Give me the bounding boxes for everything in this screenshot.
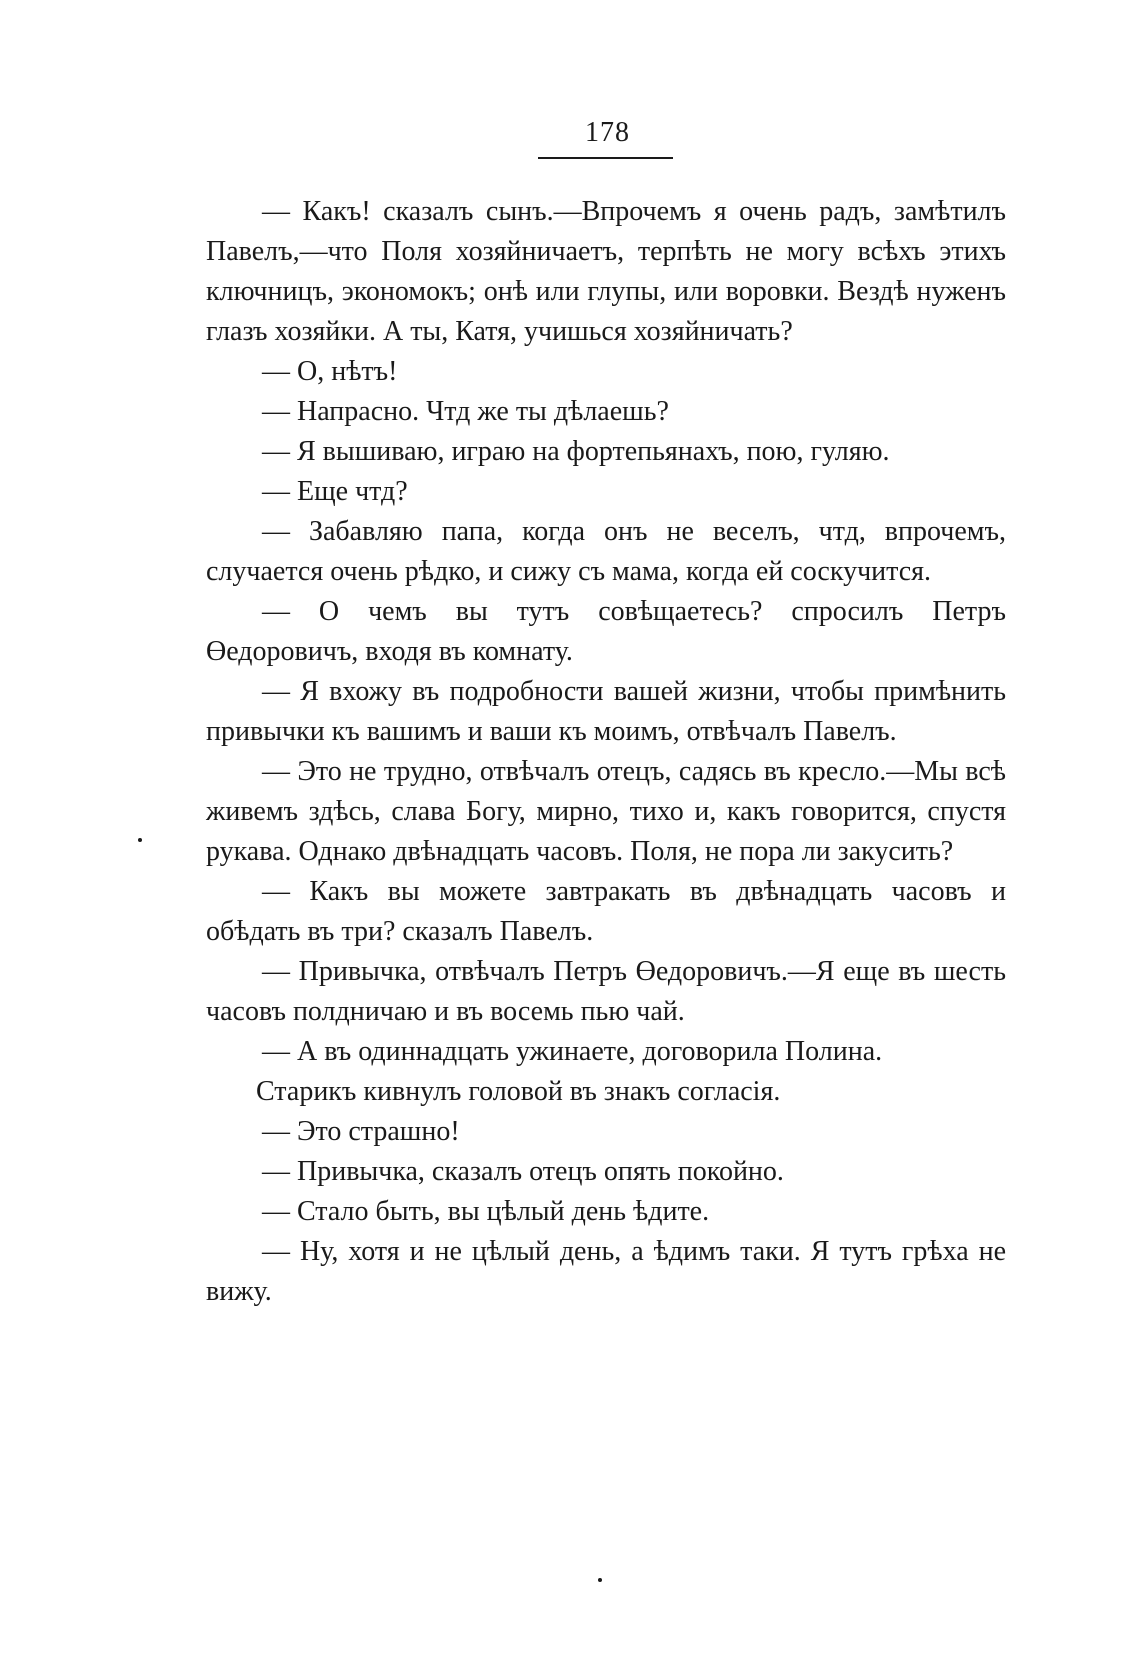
page-body: [206, 192, 1006, 1312]
bottom-speck: [598, 1578, 602, 1582]
paragraph-13: Старикъ кивнулъ головой въ знакъ согласія.: [256, 1076, 781, 1107]
paragraph-10: — Какъ вы можете завтракать въ двѣнадцать часовъ и обѣдать въ три? сказалъ Павелъ.: [206, 876, 1006, 947]
page-number: 178: [585, 117, 630, 148]
paragraph-9: — Это не трудно, отвѣчалъ отецъ, садясь въ кресло.—Мы всѣ живемъ здѣсь, слава Богу, мирно, тихо и, какъ говорится, спустя рукава. Однако двѣнадцать часовъ. Поля, не пора ли закусить?: [206, 756, 1006, 867]
paragraph-4: — Я вышиваю, играю на фортепьянахъ, пою, гуляю.: [262, 436, 890, 467]
paragraph-2: — О, нѣтъ!: [262, 356, 398, 387]
page-number-rule: [538, 157, 673, 159]
paragraph-16: — Стало быть, вы цѣлый день ѣдите.: [262, 1196, 710, 1227]
margin-speck: [138, 838, 142, 842]
paragraph-7: — О чемъ вы тутъ совѣщаетесь? спросилъ Петръ Өедоровичъ, входя въ комнату.: [206, 596, 1006, 667]
paragraph-5: — Еще чтд?: [262, 476, 408, 507]
paragraph-15: — Привычка, сказалъ отецъ опять покойно.: [262, 1156, 784, 1187]
paragraph-8: — Я вхожу въ подробности вашей жизни, чтобы примѣнить привычки къ вашимъ и ваши къ моимъ, отвѣчалъ Павелъ.: [206, 676, 1006, 747]
paragraph-1: — Какъ! сказалъ сынъ.—Впрочемъ я очень радъ, замѣтилъ Павелъ,—что Поля хозяйничаетъ, терпѣть не могу всѣхъ этихъ ключницъ, экономокъ; онѣ или глупы, или воровки. Вездѣ нуженъ глазъ хозяйки. А ты, Катя, учишься хозяйничать?: [206, 196, 1006, 347]
paragraph-3: — Напрасно. Чтд же ты дѣлаешь?: [262, 396, 669, 427]
paragraph-6: — Забавляю папа, когда онъ не веселъ, чтд, впрочемъ, случается очень рѣдко, и сижу съ мама, когда ей соскучится.: [206, 516, 1006, 587]
paragraph-11: — Привычка, отвѣчалъ Петръ Өедоровичъ.—Я еще въ шесть часовъ полдничаю и въ восемь пью чай.: [206, 956, 1006, 1027]
paragraph-12: — А въ одиннадцать ужинаете, договорила Полина.: [262, 1036, 883, 1067]
paragraph-17: — Ну, хотя и не цѣлый день, а ѣдимъ таки. Я тутъ грѣха не вижу.: [206, 1236, 1006, 1307]
paragraph-14: — Это страшно!: [262, 1116, 460, 1147]
